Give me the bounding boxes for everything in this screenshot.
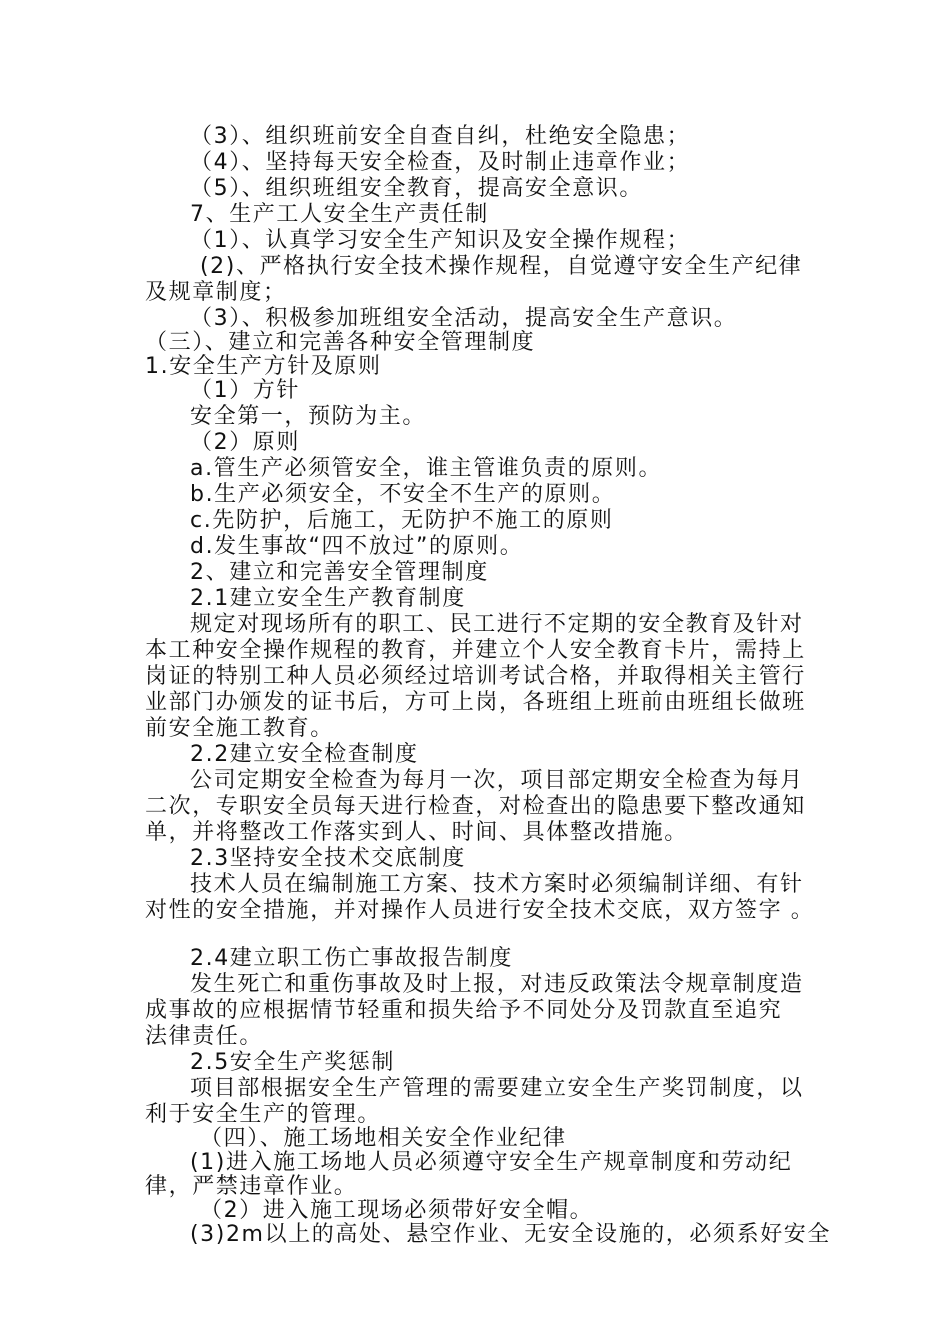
text-line: 安全第一，预防为主。	[190, 404, 427, 429]
text-line: 发生死亡和重伤事故及时上报，对违反政策法令规章制度造	[190, 972, 804, 997]
text-line: 业部门办颁发的证书后，方可上岗，各班组上班前由班组长做班	[145, 690, 806, 715]
text-line: c.先防护，后施工，无防护不施工的原则	[190, 508, 614, 533]
text-line: 本工种安全操作规程的教育，并建立个人安全教育卡片，需持上	[145, 638, 806, 663]
text-line: 项目部根据安全生产管理的需要建立安全生产奖罚制度，以	[190, 1076, 804, 1101]
section-heading: 2.5安全生产奖惩制	[190, 1050, 395, 1075]
text-line: 利于安全生产的管理。	[145, 1102, 382, 1127]
text-line: （5）、组织班组安全教育，提高安全意识。	[190, 176, 643, 201]
text-line: （1）、认真学习安全生产知识及安全操作规程；	[190, 228, 691, 253]
section-heading: 2.4建立职工伤亡事故报告制度	[190, 946, 513, 971]
section-heading: 7、生产工人安全生产责任制	[190, 202, 489, 227]
text-line: 律，严禁违章作业。	[145, 1174, 358, 1199]
text-line: （3）、组织班前安全自查自纠，杜绝安全隐患；	[190, 124, 691, 149]
text-line: (1)进入施工场地人员必须遵守安全生产规章制度和劳动纪	[190, 1150, 793, 1175]
text-line: a.管生产必须管安全，谁主管谁负责的原则。	[190, 456, 663, 481]
text-line: （3）、积极参加班组安全活动，提高安全生产意识。	[190, 306, 738, 331]
section-heading: 2.2建立安全检查制度	[190, 742, 419, 767]
text-line: 单，并将整改工作落实到人、时间、具体整改措施。	[145, 820, 688, 845]
text-line: 前安全施工教育。	[145, 716, 334, 741]
section-heading: （三）、建立和完善各种安全管理制度	[145, 330, 536, 355]
text-line: 对性的安全措施，并对操作人员进行安全技术交底，双方签字 。	[145, 898, 815, 923]
text-line: 岗证的特别工种人员必须经过培训考试合格，并取得相关主管行	[145, 664, 806, 689]
text-line: 公司定期安全检查为每月一次，项目部定期安全检查为每月	[190, 768, 804, 793]
section-heading: 2、建立和完善安全管理制度	[190, 560, 489, 585]
text-line: b.生产必须安全，不安全不生产的原则。	[190, 482, 616, 507]
text-line: 二次，专职安全员每天进行检查，对检查出的隐患要下整改通知	[145, 794, 806, 819]
text-line: （2）原则	[190, 430, 300, 455]
text-line: （1）方针	[190, 378, 300, 403]
text-line: d.发生事故“四不放过”的原则。	[190, 534, 524, 559]
section-heading: 1.安全生产方针及原则	[145, 354, 382, 379]
text-line: 技术人员在编制施工方案、技术方案时必须编制详细、有针	[190, 872, 804, 897]
text-line: 法律责任。	[145, 1024, 264, 1049]
section-heading: 2.3坚持安全技术交底制度	[190, 846, 466, 871]
text-line: 规定对现场所有的职工、民工进行不定期的安全教育及针对	[190, 612, 804, 637]
text-line: (3)2m以上的高处、悬空作业、无安全设施的，必须系好安全	[190, 1222, 831, 1247]
text-line: (2)、严格执行安全技术操作规程，自觉遵守安全生产纪律	[200, 254, 803, 279]
section-heading: 2.1建立安全生产教育制度	[190, 586, 466, 611]
section-heading: （四）、施工场地相关安全作业纪律	[200, 1126, 567, 1151]
text-line: 成事故的应根据情节轻重和损失给予不同处分及罚款直至追究	[145, 998, 783, 1023]
text-line: （4）、坚持每天安全检查，及时制止违章作业；	[190, 150, 691, 175]
text-line: 及规章制度；	[145, 280, 287, 305]
text-line: （2）进入施工现场必须带好安全帽。	[200, 1198, 594, 1223]
